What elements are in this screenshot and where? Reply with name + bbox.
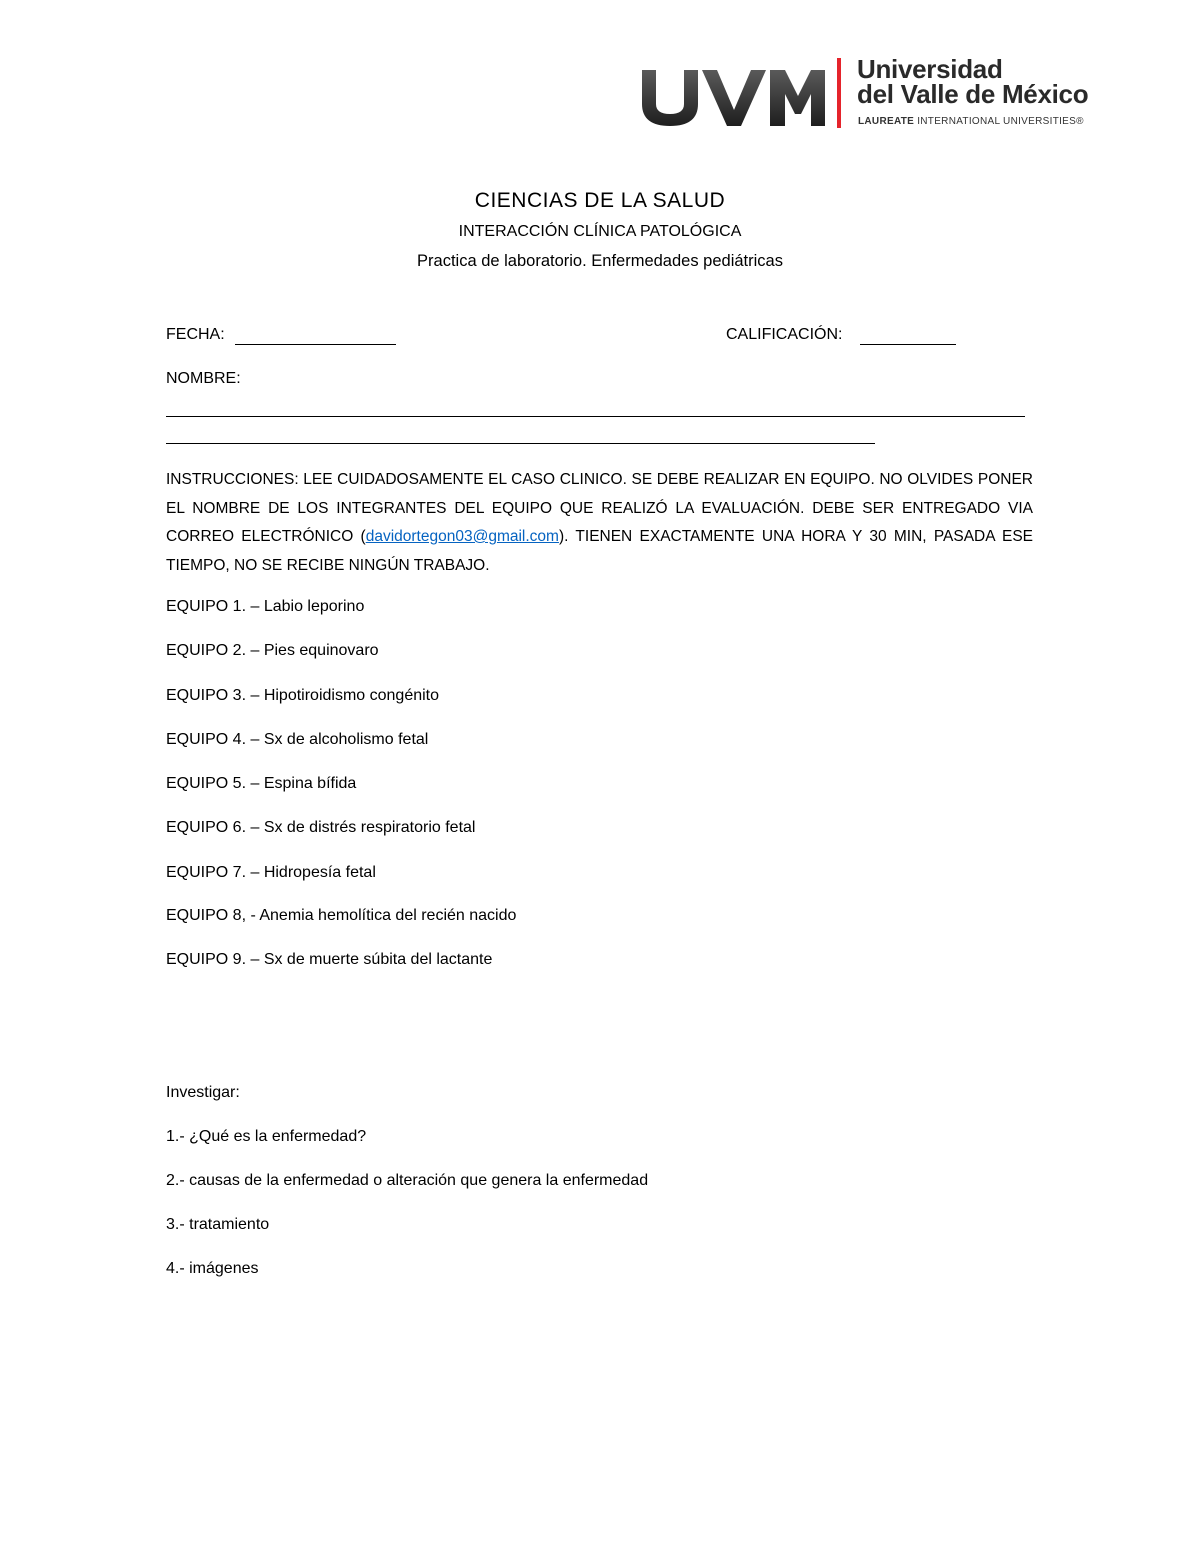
uvm-logo — [640, 52, 1100, 132]
instructions-paragraph — [166, 466, 1033, 580]
page-subtitle: INTERACCIÓN CLÍNICA PATOLÓGICA — [458, 223, 742, 240]
fecha-input-line — [235, 344, 396, 345]
nombre-input-line-1 — [166, 416, 1025, 417]
page-subject: Practica de laboratorio. Enfermedades pediátricas — [417, 252, 783, 270]
calificacion-input-line — [860, 344, 956, 345]
logo-tagline-bold: LAUREATE — [858, 116, 915, 127]
logo-university-name-2: del Valle de México — [857, 79, 1089, 109]
research-item-4: 4.- imágenes — [166, 1260, 259, 1277]
team-item-5: EQUIPO 5. – Espina bífida — [166, 775, 357, 792]
team-item-4: EQUIPO 4. – Sx de alcoholismo fetal — [166, 731, 429, 748]
nombre-input-line-2 — [166, 443, 875, 444]
research-heading: Investigar: — [166, 1084, 240, 1101]
research-item-2: 2.- causas de la enfermedad o alteración que genera la enfermedad — [166, 1172, 649, 1189]
logo-tagline-rest: INTERNATIONAL UNIVERSITIES® — [914, 116, 1084, 127]
team-item-9: EQUIPO 9. – Sx de muerte súbita del lactante — [166, 951, 493, 968]
team-item-2: EQUIPO 2. – Pies equinovaro — [166, 642, 379, 659]
page-title: CIENCIAS DE LA SALUD — [474, 189, 726, 212]
nombre-label: NOMBRE: — [166, 370, 241, 387]
research-item-3: 3.- tratamiento — [166, 1216, 270, 1233]
instructions-text-1: INSTRUCCIONES: LEE CUIDADOSAMENTE EL CASO CLINICO. SE DEBE REALIZAR EN EQUIPO. NO OLVIDES PONER EL NOMBRE DE LOS INTEGRANTES DEL EQUIPO QUE REALIZÓ LA EVALUACIÓN. DEBE SER ENTREGADO VIA CORREO ELECTRÓNICO ( — [166, 471, 1033, 545]
team-item-1: EQUIPO 1. – Labio leporino — [166, 598, 365, 615]
logo-university-name: Universidad — [857, 54, 1003, 84]
research-item-1: 1.- ¿Qué es la enfermedad? — [166, 1128, 367, 1145]
team-item-3: EQUIPO 3. – Hipotiroidismo congénito — [166, 687, 440, 704]
instructions-text-2: ). TIENEN EXACTAMENTE UNA HORA Y 30 MIN, PASADA ESE TIEMPO, NO SE RECIBE NINGÚN TRABAJO. — [166, 528, 1034, 574]
team-item-6: EQUIPO 6. – Sx de distrés respiratorio fetal — [166, 819, 476, 836]
fecha-label: FECHA: — [166, 326, 225, 343]
logo-divider — [837, 58, 841, 128]
team-item-7: EQUIPO 7. – Hidropesía fetal — [166, 864, 376, 881]
uvm-logo-mark — [640, 64, 826, 128]
email-link[interactable]: davidortegon03@gmail.com — [365, 528, 559, 545]
calificacion-label: CALIFICACIÓN: — [726, 326, 843, 343]
logo-tagline — [858, 116, 1084, 127]
team-item-8: EQUIPO 8, - Anemia hemolítica del recién nacido — [166, 907, 517, 924]
